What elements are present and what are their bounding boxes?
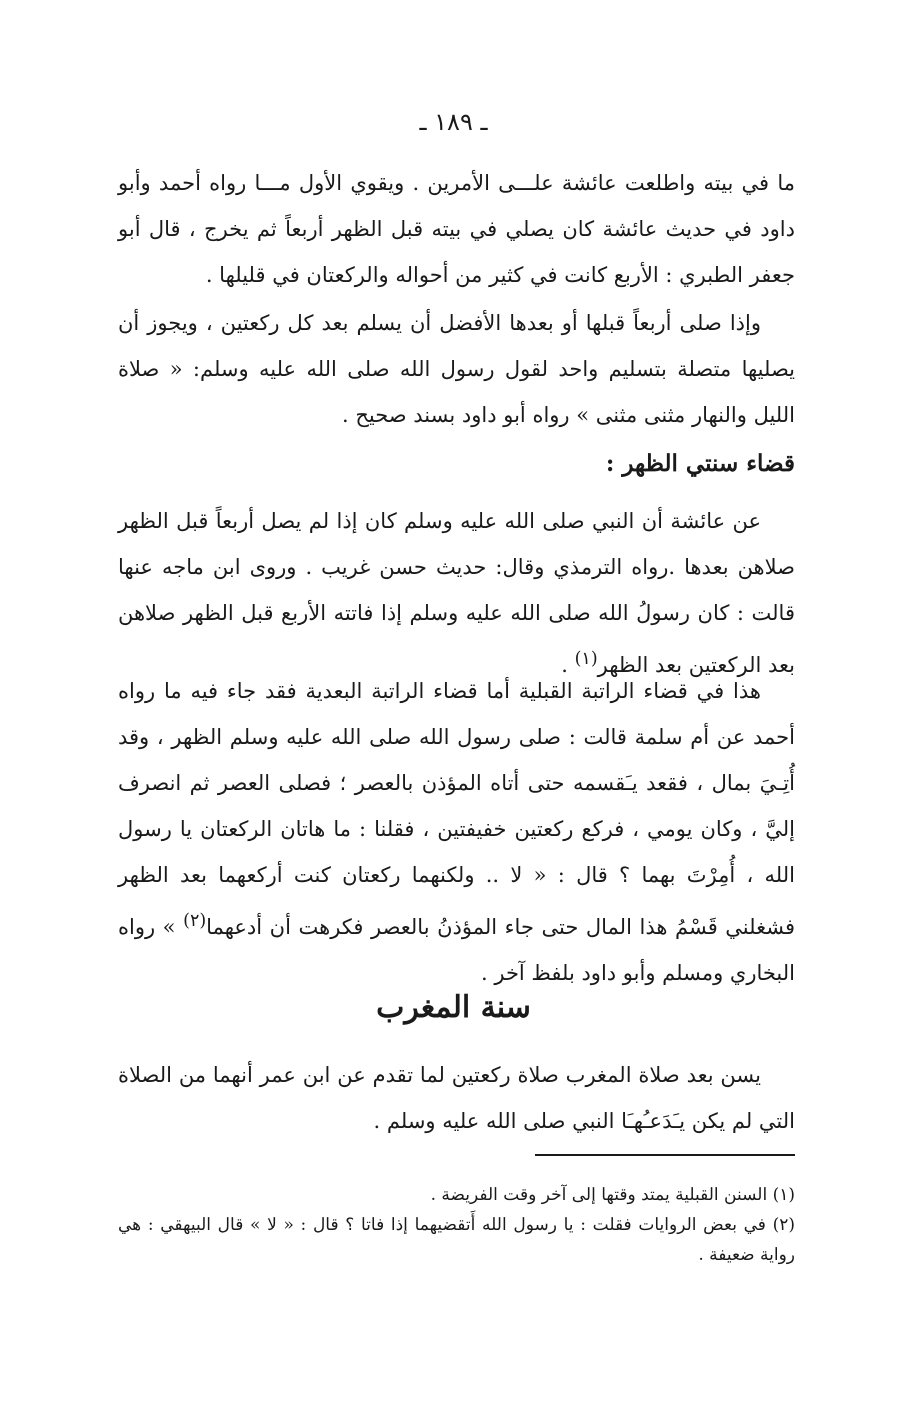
footnotes bbox=[118, 1180, 795, 1270]
paragraph-1-text: ما في بيته واطلعت عائشة علـــى الأمرين . ويقوي الأول مـــا رواه أحمد وأبو داود في حديث عائشة كان يصلي في بيته قبل الظهر أربعاً ثم يخرج ، قال أبو جعفر الطبري : الأربع كانت في كثير من أحواله والركعتان في قليلها . bbox=[118, 171, 795, 287]
section-heading-maghrib: سنة المغرب bbox=[376, 990, 531, 1025]
page-number: ـ ١٨٩ ـ bbox=[419, 108, 488, 136]
footnote-2: (٢) في بعض الروايات فقلت : يا رسول الله أَتقضيهما إذا فاتا ؟ قال : « لا » قال البيهقي : هي رواية ضعيفة . bbox=[118, 1215, 795, 1265]
footnote-marker-2: (٢) bbox=[183, 911, 207, 931]
paragraph-4-text bbox=[118, 668, 795, 996]
footnote-divider bbox=[535, 1154, 795, 1156]
paragraph-4-end: » رواه البخاري ومسلم وأبو داود بلفظ آخر . bbox=[118, 915, 795, 985]
paragraph-3-body: عن عائشة أن النبي صلى الله عليه وسلم كان إذا لم يصل أربعاً قبل الظهر صلاهن بعدها .رواه الترمذي وقال: حديث حسن غريب . وروى ابن ماجه عنها قالت : كان رسولُ الله صلى الله عليه وسلم إذا فاتته الأربع قبل الظهر صلاهن بعد الركعتين بعد الظهر bbox=[118, 509, 795, 677]
paragraph-5 bbox=[118, 1052, 795, 1144]
paragraph-4 bbox=[118, 668, 795, 996]
paragraph-3-text bbox=[118, 498, 795, 688]
paragraph-2-text: وإذا صلى أربعاً قبلها أو بعدها الأفضل أن يسلم بعد كل ركعتين ، ويجوز أن يصليها متصلة بتسليم واحد لقول رسول الله صلى الله عليه وسلم: « صلاة الليل والنهار مثنى مثنى » رواه أبو داود بسند صحيح . bbox=[118, 311, 795, 427]
section-heading-qada: قضاء سنتي الظهر : bbox=[605, 450, 795, 477]
paragraph-3 bbox=[118, 498, 795, 688]
paragraph-5-text: يسن بعد صلاة المغرب صلاة ركعتين لما تقدم عن ابن عمر أنهما من الصلاة التي لم يكن يـَدَعـُهـَا النبي صلى الله عليه وسلم . bbox=[118, 1063, 795, 1133]
paragraph-4-body: هذا في قضاء الراتبة القبلية أما قضاء الراتبة البعدية فقد جاء فيه ما رواه أحمد عن أم سلمة قالت : صلى رسول الله صلى الله عليه وسلم الظهر ، وقد أُتِـيَ بمال ، فقعد يـَقسمه حتى أتاه المؤذن بالعصر ؛ فصلى العصر ثم انصرف إليَّ ، وكان يومي ، فركع ركعتين خفيفتين ، فقلنا : ما هاتان الركعتان يا رسول الله ، أُمِرْتَ بهما ؟ قال : « لا .. ولكنهما ركعتان كنت أركعهما بعد الظهر فشغلني قَسْمُ هذا المال حتى جاء المؤذنُ بالعصر فكرهت أن أدعهما bbox=[118, 679, 795, 939]
paragraph-3-end: . bbox=[561, 653, 575, 677]
paragraph-1 bbox=[118, 160, 795, 298]
footnote-marker-1: (١) bbox=[574, 649, 598, 669]
footnote-1: (١) السنن القبلية يمتد وقتها إلى آخر وقت الفريضة . bbox=[430, 1185, 795, 1205]
paragraph-2 bbox=[118, 300, 795, 438]
